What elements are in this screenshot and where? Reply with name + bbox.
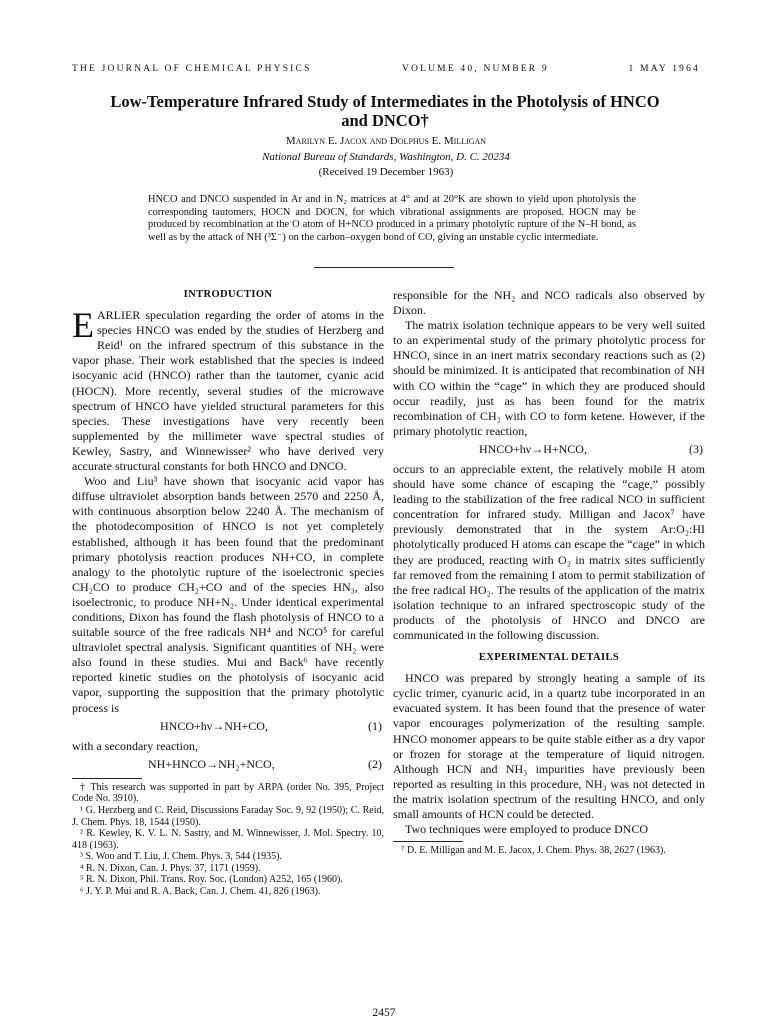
footnote: † This research was supported in part by ARPA (order No. 395, Project Code No. 3910). (72, 781, 384, 805)
volume-number: VOLUME 40, NUMBER 9 (402, 64, 549, 74)
journal-name: THE JOURNAL OF CHEMICAL PHYSICS (72, 64, 312, 74)
issue-date: 1 MAY 1964 (628, 64, 700, 74)
equation-2 (72, 757, 384, 774)
section-heading-introduction: INTRODUCTION (183, 289, 273, 300)
intro-paragraph-3: with a secondary reaction, (72, 738, 198, 753)
running-head (72, 64, 700, 78)
paper-title: Low-Temperature Infrared Study of Intermediates in the Photolysis of HNCO and DNCO† (110, 92, 660, 130)
abstract-divider (314, 267, 454, 268)
abstract: HNCO and DNCO suspended in Ar and in N₂ matrices at 4° and at 20°K are shown to yield upon photolysis the corresponding tautomers, HOCN and DOCN, for which vibrational assignments are proposed. HOCN may be produced by recombination at the O atom of H+NCO produced in a primary photolytic rupture of the N–H bond, as well as by the attack of NH (³Σ⁻) on the carbon–oxygen bond of CO, giving an unstable cyclic intermediate. (148, 194, 636, 243)
equation-3-number: (3) (689, 441, 703, 456)
equation-3 (393, 442, 705, 459)
equation-3-text: HNCO+hν→H+NCO, (479, 441, 587, 456)
right-column (393, 288, 705, 857)
drop-cap: E (72, 305, 94, 346)
affiliation: National Bureau of Standards, Washington, D. C. 20234 (262, 151, 510, 163)
equation-2-number: (2) (368, 756, 382, 771)
equation-1-text: HNCO+hν→NH+CO, (160, 718, 268, 733)
experimental-paragraph-1: HNCO was prepared by strongly heating a sample of its cyclic trimer, cyanuric acid, in a quartz tube incorporated in an evacuated system. It has been found that the presence of water vapor encourages polymerization of the resulting sample. HNCO monomer appears to be quite stable either as a dry vapor or frozen for storage at the temperature of liquid nitrogen. Although HCN and NH₃ impurities have previously been reported as resulting in this procedure, NH₃ was not detected in the matrix isolation spectrum of the resulting HNCO, and only small amounts of HCN could be detected. (393, 671, 705, 821)
intro-paragraph-5: occurs to an appreciable extent, the relatively mobile H atom should have some chance of escaping the “cage,” possibly leading to the stabilization of the free radical NCO in sufficient concentration for infrared study. Milligan and Jacox⁷ have previously demonstrated that in the system Ar:O₂:HI photolytically produced H atoms can escape the “cage” in which they are produced, reacting with O₂ in matrix sites sufficiently far removed from the remaining I atom to permit stabilization of the free radical HO₂. The results of the application of the matrix isolation technique to an infrared spectroscopic study of the products of the photolysis of HNCO and DNCO are communicated in the following discussion. (393, 461, 705, 642)
footnote: ³ S. Woo and T. Liu, J. Chem. Phys. 3, 544 (1935). (80, 851, 282, 863)
page-number: 2457 (372, 1007, 396, 1019)
footnote: ⁶ J. Y. P. Mui and R. A. Back, Can. J. Chem. 41, 826 (1963). (80, 886, 321, 898)
section-heading-experimental: EXPERIMENTAL DETAILS (478, 652, 620, 664)
intro-paragraph-2: Woo and Liu³ have shown that isocyanic acid vapor has diffuse ultraviolet absorption bands between 2570 and 2250 Å, with continuous absorption below 2240 Å. The mechanism of the photodecomposition of HNCO is not yet completely established, although it has been found that the predominant primary photolysis reaction produces NH+CO, in complete analogy to the photolytic rupture of the isoelectronic species CH₂CO to produce CH₂+CO and of the species HN₃, also isoelectronic, to produce NH+N₂. Under identical experimental conditions, Dixon has found the flash photolysis of HNCO to a suitable source of the free radicals NH⁴ and NCO⁵ for careful ultraviolet spectral analysis. Significant quantities of NH₂ were also found in these studies. Mui and Back⁶ have recently reported kinetic studies on the photolysis of isocyanic acid vapor, supporting the supposition that the primary photolytic process is (72, 474, 384, 715)
footnote-divider (72, 778, 142, 779)
footnote: ⁵ R. N. Dixon, Phil. Trans. Roy. Soc. (London) A252, 165 (1960). (80, 874, 343, 886)
footnote-divider (393, 841, 463, 842)
equation-1-number: (1) (368, 718, 382, 733)
footnote: ⁷ D. E. Milligan and M. E. Jacox, J. Chem. Phys. 38, 2627 (1963). (401, 845, 666, 857)
left-column (72, 287, 384, 898)
footnotes-left (72, 782, 384, 898)
intro-paragraph-1: EARLIER speculation regarding the order of atoms in the species HNCO was ended by the studies of Herzberg and Reid¹ on the infrared spectrum of this substance in the vapor phase. Their work established that the species is indeed isocyanic acid (HNCO) rather than the tautomer, cyanic acid (HOCN). More recently, several studies of the microwave spectrum of HNCO have yielded structural parameters for this species. These investigations have very recently been supplemented by the millimeter wave spectral studies of Kewley, Sastry, and Winnewisser² who have derived very accurate structural constants for both HNCO and DNCO. (72, 305, 384, 474)
intro-paragraph-4: The matrix isolation technique appears to be very well suited to an experimental study of the primary photolytic process for HNCO, since in an inert matrix secondary reactions such as (2) should be minimized. It is anticipated that recombination of NH with CO within the “cage” in which they are produced should occur readily, just as has been found for the matrix recombination of CH₂ with CO to form ketene. However, if the primary photolytic reaction, (393, 318, 705, 438)
footnote: ² R. Kewley, K. V. L. N. Sastry, and M. Winnewisser, J. Mol. Spectry. 10, 418 (1963). (72, 828, 384, 851)
experimental-paragraph-2: Two techniques were employed to produce DNCO (405, 822, 649, 837)
footnotes-right (393, 845, 705, 857)
footnote: ⁴ R. N. Dixon, Can. J. Phys. 37, 1171 (1959). (80, 862, 261, 874)
received-date: (Received 19 December 1963) (318, 166, 454, 178)
equation-1 (72, 719, 384, 736)
footnote: ¹ G. Herzberg and C. Reid, Discussions Faraday Soc. 9, 92 (1950); C. Reid, J. Chem. Phys. 18, 1544 (1950). (72, 804, 384, 828)
equation-2-text: NH+HNCO→NH₂+NCO, (148, 756, 275, 771)
intro-paragraph-continued: responsible for the NH₂ and NCO radicals also observed by Dixon. (393, 288, 705, 318)
authors: Marilyn E. Jacox and Dolphus E. Milligan (285, 135, 487, 147)
